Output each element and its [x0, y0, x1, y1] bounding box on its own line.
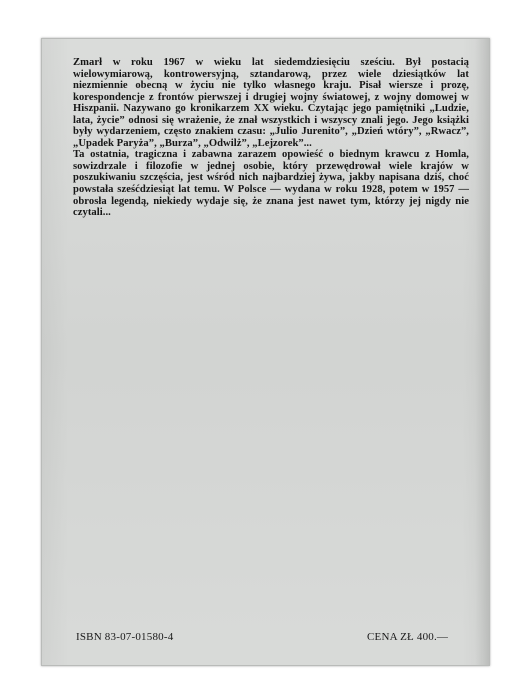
- isbn-number: ISBN 83-07-01580-4: [76, 631, 174, 643]
- blurb-paragraph-1: Zmarł w roku 1967 w wieku lat siedemdziesięciu sześciu. Był postacią wielowymiarową, kontrowersyjną, sztandarową, przez wiele dziesiątków lat niezmiennie obecną w życiu nie tylko własnego kraju. Pisał wiersze i prozę, korespondencje z frontów pierwszej i drugiej wojny światowej, z wojny domowej w Hiszpanii. Nazywano go kronikarzem XX wieku. Czytając jego pamiętniki „Ludzie, lata, życie” odnosi się wrażenie, że znał wszystkich i wszyscy znali jego. Jego książki były wydarzeniem, często znakiem czasu: „Julio Jurenito”, „Dzień wtóry”, „Rwacz”, „Upadek Paryża”, „Burza”, „Odwilż”, „Lejzorek”...: [73, 57, 469, 149]
- price-label: CENA ZŁ 400.—: [367, 631, 449, 643]
- blurb-text: [73, 57, 469, 219]
- book-back-cover: [41, 38, 490, 666]
- cover-edge-shading: [475, 39, 489, 665]
- blurb-paragraph-2: Ta ostatnia, tragiczna i zabawna zarazem opowieść o biednym krawcu z Homla, sowizdrzale i filozofie w jednej osobie, który przewędrował wiele krajów w poszukiwaniu szczęścia, jest wśród nich najbardziej żywa, jakby napisana dziś, choć powstała sześćdziesiąt lat temu. W Polsce — wydana w roku 1928, potem w 1957 — obrosła legendą, niekiedy wydaje się, że znana jest nawet tym, którzy jej nigdy nie czytali...: [73, 149, 469, 219]
